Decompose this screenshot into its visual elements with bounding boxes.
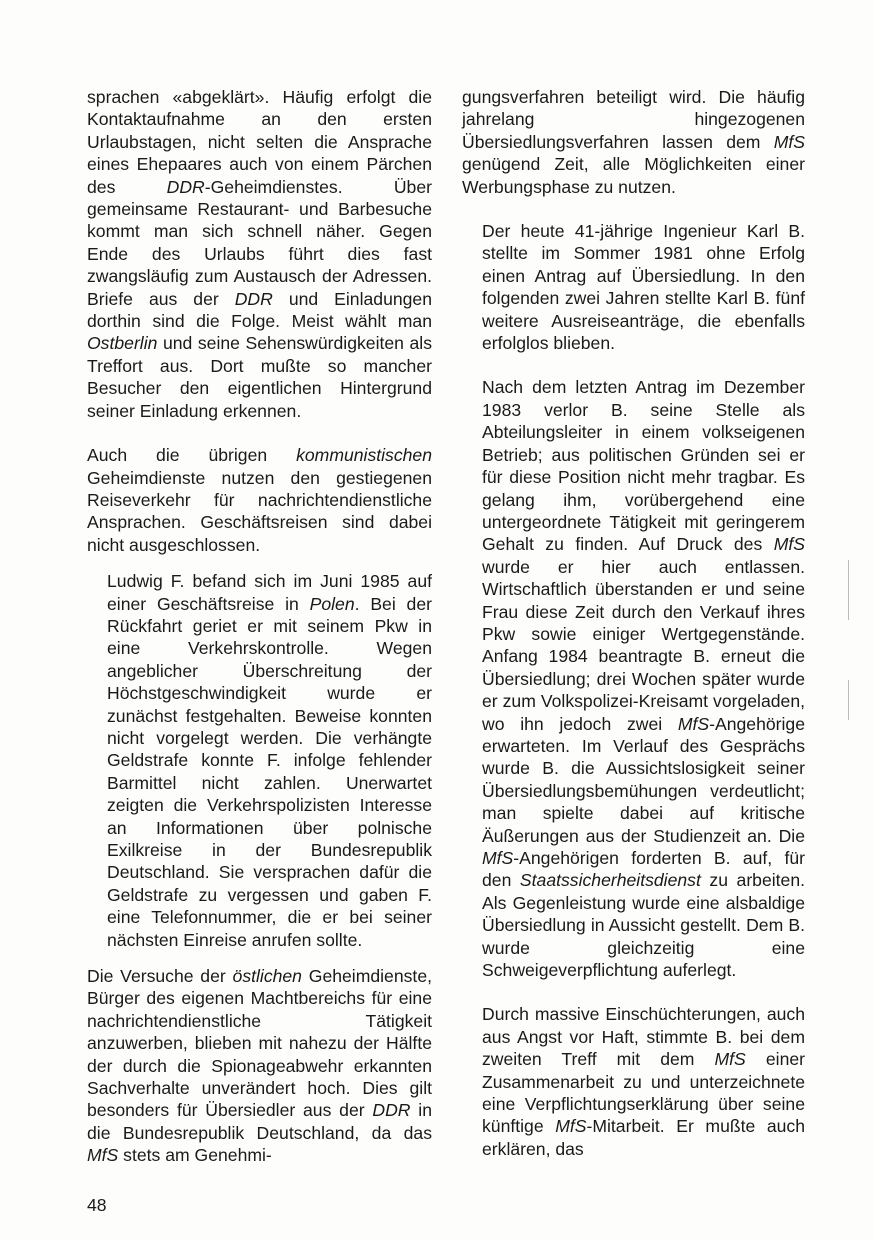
text-run: -Angehörige erwarteten. Im Verlauf des Gesprächs wurde B. die Aussichtslosigkeit seiner Übersiedlungsbemühungen verdeutlicht; man spielte dabei auf kritische Äußerungen aus der Studienzeit an. Die	[482, 713, 805, 846]
paragraph	[462, 86, 805, 198]
text-run: Geheimdienste nutzen den gestiegenen Reiseverkehr für nachrichtendienstliche Ansprachen. Geschäftsreisen sind dabei nicht ausgeschlossen.	[87, 467, 432, 555]
emphasized-text: Staatssicherheitsdienst	[519, 870, 701, 891]
paragraph	[87, 965, 432, 1167]
case-example-paragraph	[482, 1003, 805, 1160]
text-run: -Geheimdienstes. Über gemeinsame Restaurant- und Barbesuche kommt man sich schnell näher. Gegen Ende des Urlaubs führt dies fast zwangsläufig zum Austausch der Adressen. Briefe aus der	[87, 176, 432, 309]
case-example-paragraph	[482, 220, 805, 354]
text-run: wurde er hier auch entlassen. Wirtschaftlich überstanden er und seine Frau diese Zeit durch den Verkauf ihres Pkw sowie einiger Wertgegenstände. Anfang 1984 beantragte B. erneut die Übersiedlung; drei Wochen später wurde er zum Volkspolizei-Kreisamt vorgeladen, wo ihn jedoch zwei	[482, 556, 805, 734]
text-run: sprachen «abgeklärt». Häufig erfolgt die Kontaktaufnahme an den ersten Urlaubstagen, nicht selten die Ansprache eines Ehepaares auch von einem Pärchen des	[87, 87, 432, 197]
text-run: Die Versuche der	[87, 966, 233, 987]
text-run: -Angehörigen forderten B. auf, für den	[482, 848, 805, 891]
text-run: -Mitarbeit. Er mußte auch erklären, das	[482, 1116, 806, 1159]
emphasized-text: DDR	[234, 288, 273, 309]
scan-edge-mark	[848, 560, 849, 620]
text-run: und Einladungen dorthin sind die Folge. Meist wählt man	[87, 288, 432, 332]
emphasized-text: MfS	[677, 713, 710, 734]
text-run: gungsverfahren beteiligt wird. Die häufig jahrelang hingezogenen Übersiedlungsverfahren lassen dem	[462, 87, 805, 152]
case-example-paragraph	[107, 570, 432, 951]
case-example-paragraph	[482, 376, 805, 981]
emphasized-text: MfS	[714, 1049, 746, 1070]
paragraph	[87, 444, 432, 556]
text-run: in die Bundesrepublik Deutschland, da das	[87, 1100, 432, 1143]
emphasized-text: MfS	[555, 1116, 587, 1137]
text-run: . Bei der Rückfahrt geriet er mit seinem Pkw in eine Verkehrskontrolle. Wegen angeblicher Überschreitung der Höchstgeschwindigkeit wurde er zunächst festgehalten. Beweise konnten nicht vorgelegt werden. Die verhängte Geldstrafe konnte F. infolge fehlender Barmittel nicht zahlen. Unerwartet zeigten die Verkehrspolizisten Interesse an Informationen über polnische Exilkreise in der Bundesrepublik Deutschland. Sie versprachen dafür die Geldstrafe zu vergessen und gaben F. eine Telefonnummer, die er bei seiner nächsten Einreise anrufen sollte.	[107, 593, 432, 950]
text-run: Nach dem letzten Antrag im Dezember 1983 verlor B. seine Stelle als Abteilungsleiter in einem volkseigenen Betrieb; aus politischen Gründen sei er für diese Position nicht mehr tragbar. Es gelang ihm, vorübergehend eine untergeordnete Tätigkeit mit geringerem Gehalt zu finden. Auf Druck des	[482, 377, 805, 555]
text-run: Der heute 41-jährige Ingenieur Karl B. stellte im Sommer 1981 ohne Erfolg einen Antrag auf Übersiedlung. In den folgenden zwei Jahren stellte Karl B. fünf weitere Ausreiseanträge, die ebenfalls erfolglos blieben.	[482, 221, 805, 354]
emphasized-text: MfS	[87, 1145, 119, 1166]
text-run: Auch die übrigen	[87, 445, 297, 466]
emphasized-text: Polen	[309, 593, 355, 614]
left-column	[87, 86, 432, 1167]
emphasized-text: DDR	[372, 1100, 411, 1121]
paragraph	[87, 86, 432, 422]
text-run: Ludwig F. befand sich im Juni 1985 auf einer Geschäftsreise in	[107, 571, 432, 614]
text-run: einer Zusammenarbeit zu und unterzeichnete eine Verpflichtungserklärung über seine künftige	[482, 1049, 805, 1137]
text-run: genügend Zeit, alle Möglichkeiten einer Werbungsphase zu nutzen.	[462, 154, 805, 197]
emphasized-text: DDR	[166, 176, 205, 197]
scan-edge-mark	[848, 680, 849, 720]
emphasized-text: MfS	[482, 848, 514, 868]
text-run: und seine Sehenswürdigkeiten als Treffort aus. Dort mußte so mancher Besucher den eigentlichen Hintergrund seiner Einladung erkennen.	[87, 333, 432, 421]
text-run: stets am Genehmi-	[118, 1145, 272, 1166]
text-run: Geheimdienste, Bürger des eigenen Machtbereichs für eine nachrichtendienstliche Tätigkeit anzuwerben, blieben mit nahezu der Hälfte der durch die Spionageabwehr erkannten Sachverhalte unverändert hoch. Dies gilt besonders für Übersiedler aus der	[87, 966, 432, 1121]
emphasized-text: östlichen	[232, 966, 302, 987]
emphasized-text: MfS	[773, 131, 805, 152]
text-run: zu arbeiten. Als Gegenleistung wurde eine alsbaldige Übersiedlung in Aussicht gestellt. Dem B. wurde gleichzeitig eine Schweigeverpflichtung auferlegt.	[482, 870, 806, 981]
emphasized-text: Ostberlin	[87, 333, 158, 354]
emphasized-text: kommunistischen	[296, 445, 432, 466]
text-run: Durch massive Einschüchterungen, auch aus Angst vor Haft, stimmte B. bei dem zweiten Treff mit dem	[482, 1004, 805, 1070]
right-column	[462, 86, 805, 1160]
emphasized-text: MfS	[773, 534, 805, 555]
page-number: 48	[87, 1195, 107, 1215]
